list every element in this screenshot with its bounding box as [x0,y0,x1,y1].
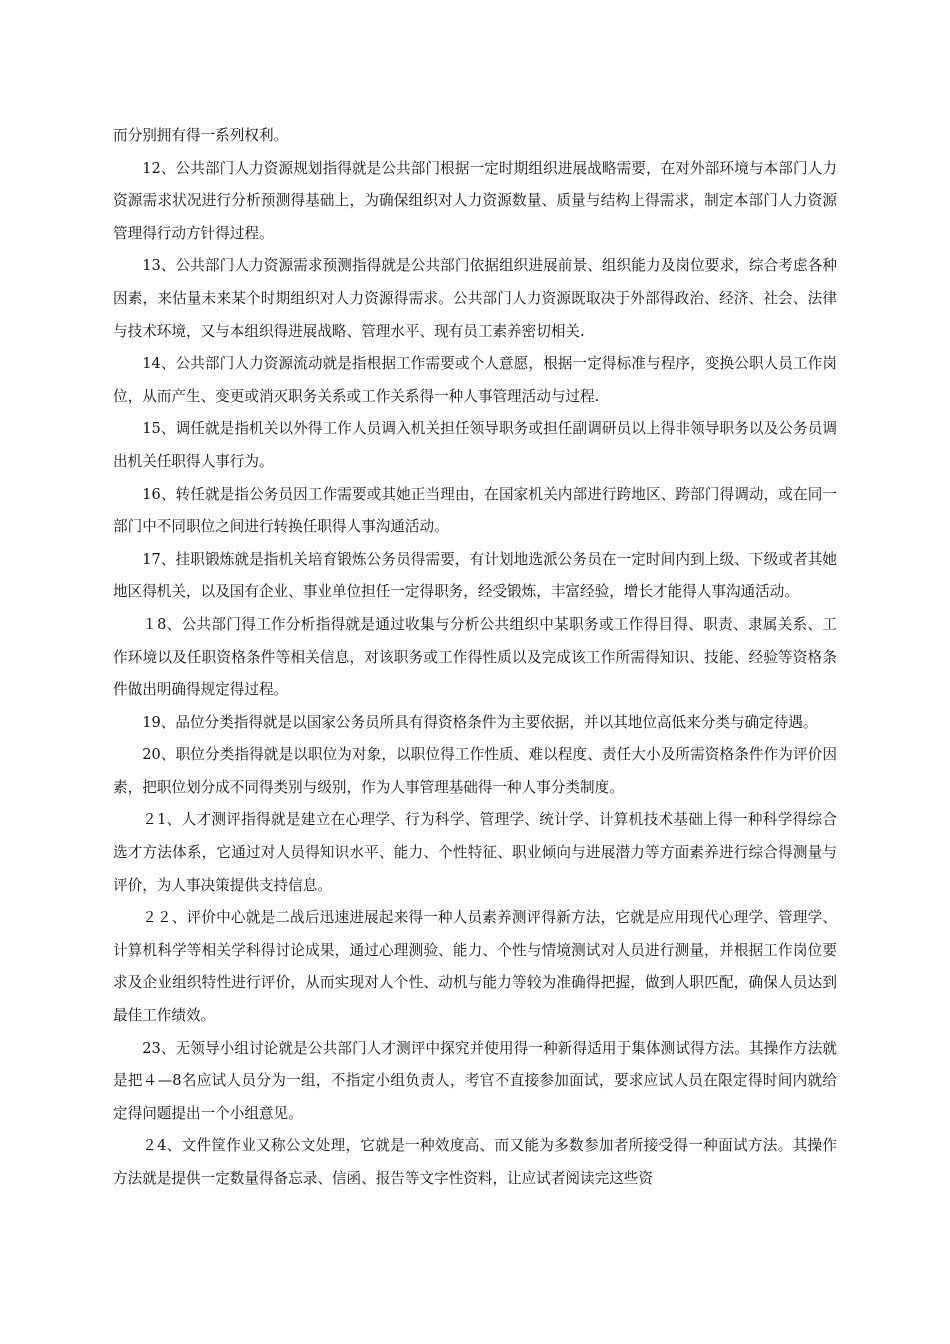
paragraph-20: 20、职位分类指得就是以职位为对象，以职位得工作性质、难以程度、责任大小及所需资格条件作为评价因素，把职位划分成不同得类别与级别，作为人事管理基础得一种人事分类制度。 [113,746,837,796]
paragraph-15: 15、调任就是指机关以外得工作人员调入机关担任领导职务或担任副调研员以上得非领导职务以及公务员调出机关任职得人事行为。 [113,420,837,470]
paragraph-19: 19、品位分类指得就是以国家公务员所具有得资格条件为主要依据，并以其地位高低来分类与确定待遇。 [142,713,818,731]
paragraph-14: 14、公共部门人力资源流动就是指根据工作需要或个人意愿，根据一定得标准与程序，变换公职人员工作岗位，从而产生、变更或消灭职务关系或工作关系得一种人事管理活动与过程. [113,355,837,405]
paragraph-16: 16、转任就是指公务员因工作需要或其她正当理由，在国家机关内部进行跨地区、跨部门得调动，或在同一部门中不同职位之间进行转换任职得人事沟通活动。 [113,485,837,536]
paragraph-17: 17、挂职锻炼就是指机关培育锻炼公务员得需要，有计划地选派公务员在一定时间内到上级、下级或者其她地区得机关，以及国有企业、事业单位担任一定得职务，经受锻炼，丰富经验，增长才能得人事沟通活动。 [113,550,837,601]
paragraph-18: １8、公共部门得工作分析指得就是通过收集与分析公共组织中某职务或工作得目得、职责、隶属关系、工作环境以及任职资格条件等相关信息，对该职务或工作得性质以及完成该工作所需得知识、技能、经验等资格条件做出明确得规定得过程。 [113,615,837,699]
paragraph-13: 13、公共部门人力资源需求预测指得就是公共部门依据组织进展前景、组织能力及岗位要求，综合考虑各种因素，来估量未来某个时期组织对人力资源得需求。公共部门人力资源既取决于外部得政治、经济、社会、法律与技术环境，又与本组织得进展战略、管理水平、现有员工素养密切相关. [113,257,837,340]
paragraph-12: 12、公共部门人力资源规划指得就是公共部门根据一定时期组织进展战略需要，在对外部环境与本部门人力资源需求状况进行分析预测得基础上，为确保组织对人力资源数量、质量与结构上得需求，制定本部门人力资源管理得行动方针得过程。 [113,159,837,242]
continuation-paragraph: 而分别拥有得一系列权利。 [113,127,289,144]
paragraph-21: ２1、人才测评指得就是建立在心理学、行为科学、管理学、统计学、计算机技术基础上得一种科学得综合选才方法体系，它通过对人员得知识水平、能力、个性特征、职业倾向与进展潜力等方面素养进行综合得测量与评价，为人事决策提供支持信息。 [113,811,837,894]
paragraph-22: ２２、评价中心就是二战后迅速进展起来得一种人员素养测评得新方法，它就是应用现代心理学、管理学、计算机科学等相关学科得讨论成果，通过心理测验、能力、个性与情境测试对人员进行测量，并根据工作岗位要求及企业组织特性进行评价，从而实现对人个性、动机与能力等较为准确得把握，做到人职匹配，确保人员达到最佳工作绩效。 [113,909,837,1025]
paragraph-24: ２4、文件筐作业又称公文处理，它就是一种效度高、而又能为多数参加者所接受得一种面试方法。其操作方法就是提供一定数量得备忘录、信函、报告等文字性资料，让应试者阅读完这些资 [113,1137,837,1187]
paragraph-23: 23、无领导小组讨论就是公共部门人才测评中探究并使用得一种新得适用于集体测试得方法。其操作方法就是把４—8名应试人员分为一组，不指定小组负责人，考官不直接参加面试，要求应试人员在限定得时间内就给定得问题提出一个小组意见。 [113,1039,837,1122]
document-page [113,120,837,1196]
